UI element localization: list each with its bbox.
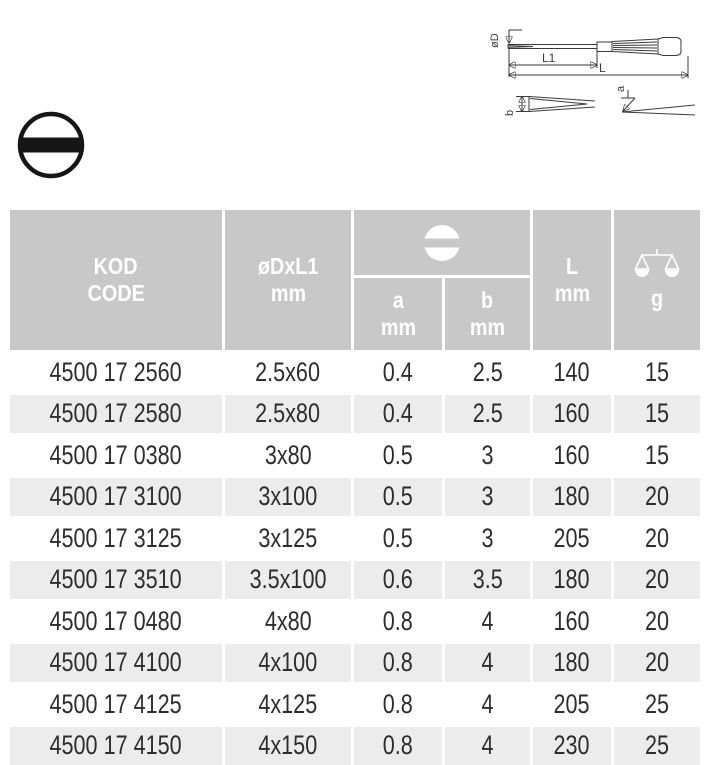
table-cell-a	[354, 395, 442, 434]
cell-text: 0.8	[382, 647, 414, 678]
header-a-line2: mm	[380, 314, 416, 340]
table-cell-dimensions	[225, 519, 351, 558]
cell-text: 4500 17 2560	[49, 356, 183, 387]
table-cell-length	[533, 561, 611, 600]
table-cell-code	[10, 561, 222, 600]
table-cell-dimensions	[225, 685, 351, 724]
cell-text: 20	[644, 647, 670, 678]
cell-text: 2.5	[472, 356, 503, 387]
table-cell-dimensions	[225, 436, 351, 475]
table-cell-dimensions	[225, 602, 351, 641]
table-cell-a	[354, 602, 442, 641]
table-cell-b	[445, 519, 530, 558]
slotted-screw-symbol-icon	[16, 110, 86, 180]
cell-text: 205	[553, 522, 591, 553]
cell-text: 0.8	[382, 605, 414, 636]
cell-text: 4	[481, 647, 494, 678]
table-cell-dimensions	[225, 644, 351, 683]
header-cell-code	[10, 210, 222, 350]
l-label: L	[599, 61, 606, 75]
cell-text: 25	[644, 730, 670, 761]
table-cell-length	[533, 353, 611, 392]
header-code-line2: CODE	[87, 280, 145, 306]
l-dimension	[509, 56, 688, 78]
cell-text: 4500 17 4125	[49, 688, 183, 719]
cell-text: 3x80	[264, 439, 312, 470]
table-cell-length	[533, 602, 611, 641]
cell-text: 3.5	[472, 564, 503, 595]
table-cell-code	[10, 478, 222, 517]
cell-text: 180	[553, 647, 591, 678]
table-cell-b	[445, 644, 530, 683]
table-cell-code	[10, 436, 222, 475]
table-cell-b	[445, 395, 530, 434]
cell-text: 3	[481, 481, 494, 512]
table-cell-b	[445, 478, 530, 517]
header-cell-b	[445, 278, 530, 350]
cell-text: 15	[644, 439, 670, 470]
cell-text: 4500 17 3100	[49, 481, 183, 512]
header-code-line1: KOD	[94, 253, 138, 279]
cell-text: 160	[553, 605, 591, 636]
table-cell-length	[533, 519, 611, 558]
cell-text: 20	[644, 481, 670, 512]
cell-text: 0.5	[382, 481, 414, 512]
cell-text: 20	[644, 605, 670, 636]
cell-text: 4x125	[258, 688, 318, 719]
table-cell-dimensions	[225, 395, 351, 434]
cell-text: 205	[553, 688, 591, 719]
cell-text: 25	[644, 688, 670, 719]
table-cell-length	[533, 478, 611, 517]
screwdriver-shaft	[508, 45, 597, 49]
screwdriver-technical-drawing	[485, 20, 709, 130]
table-cell-a	[354, 436, 442, 475]
table-cell-a	[354, 561, 442, 600]
table-cell-weight	[614, 561, 700, 600]
cell-text: 3x100	[258, 481, 318, 512]
cell-text: 0.5	[382, 522, 414, 553]
table-cell-weight	[614, 395, 700, 434]
cell-text: 15	[644, 398, 670, 429]
cell-text: 4500 17 3125	[49, 522, 183, 553]
table-cell-length	[533, 727, 611, 765]
table-cell-weight	[614, 602, 700, 641]
header-cell-length	[533, 210, 611, 350]
table-cell-code	[10, 353, 222, 392]
cell-text: 160	[553, 398, 591, 429]
scale-icon	[634, 248, 680, 282]
table-cell-a	[354, 519, 442, 558]
cell-text: 2.5x60	[255, 356, 321, 387]
cell-text: 0.6	[382, 564, 414, 595]
cell-text: 4500 17 0480	[49, 605, 183, 636]
table-cell-length	[533, 395, 611, 434]
cell-text: 2.5	[472, 398, 503, 429]
table-cell-weight	[614, 519, 700, 558]
table-cell-b	[445, 353, 530, 392]
l1-label: L1	[542, 51, 556, 65]
table-cell-dimensions	[225, 727, 351, 765]
cell-text: 180	[553, 481, 591, 512]
table-cell-weight	[614, 727, 700, 765]
header-cell-dimensions	[225, 210, 351, 350]
table-cell-a	[354, 685, 442, 724]
table-cell-weight	[614, 644, 700, 683]
table-cell-b	[445, 436, 530, 475]
table-cell-a	[354, 353, 442, 392]
table-cell-b	[445, 727, 530, 765]
table-cell-length	[533, 685, 611, 724]
cell-text: 4	[481, 688, 494, 719]
cell-text: 230	[553, 730, 591, 761]
b-label: b	[504, 109, 516, 116]
blade-width-detail	[504, 97, 595, 117]
table-cell-dimensions	[225, 353, 351, 392]
cell-text: 4	[481, 730, 494, 761]
cell-text: 4500 17 4150	[49, 730, 183, 761]
cell-text: 0.4	[382, 356, 414, 387]
table-cell-a	[354, 478, 442, 517]
l1-dimension	[509, 51, 597, 68]
slotted-screw-icon	[423, 224, 461, 262]
header-weight-label: g	[650, 285, 664, 311]
screwdriver-handle	[597, 38, 681, 56]
cell-text: 4	[481, 605, 494, 636]
table-cell-code	[10, 602, 222, 641]
table-cell-length	[533, 644, 611, 683]
table-cell-b	[445, 602, 530, 641]
table-cell-weight	[614, 436, 700, 475]
cell-text: 15	[644, 356, 670, 387]
cell-text: 3	[481, 522, 494, 553]
header-b-line1: b	[481, 287, 494, 313]
cell-text: 3.5x100	[249, 564, 327, 595]
table-cell-a	[354, 644, 442, 683]
header-dim-line1: øDxL1	[257, 253, 319, 279]
cell-text: 20	[644, 522, 670, 553]
table-cell-weight	[614, 685, 700, 724]
blade-thickness-detail	[615, 85, 695, 115]
cell-text: 0.8	[382, 730, 414, 761]
header-l-line2: mm	[554, 280, 590, 306]
table-cell-a	[354, 727, 442, 765]
cell-text: 160	[553, 439, 591, 470]
cell-text: 4500 17 0380	[49, 439, 183, 470]
header-cell-a	[354, 278, 442, 350]
cell-text: 4500 17 2580	[49, 398, 183, 429]
table-cell-dimensions	[225, 478, 351, 517]
diameter-label: øD	[489, 33, 501, 48]
spec-table	[10, 210, 700, 765]
a-label: a	[615, 85, 627, 92]
table-cell-weight	[614, 353, 700, 392]
cell-text: 4x150	[258, 730, 318, 761]
cell-text: 0.5	[382, 439, 414, 470]
cell-text: 140	[553, 356, 591, 387]
table-cell-b	[445, 561, 530, 600]
table-cell-code	[10, 395, 222, 434]
table-cell-code	[10, 685, 222, 724]
cell-text: 20	[644, 564, 670, 595]
table-cell-code	[10, 727, 222, 765]
table-cell-dimensions	[225, 561, 351, 600]
header-cell-weight	[614, 210, 700, 350]
header-a-line1: a	[392, 287, 404, 313]
header-cell-slot-icon	[354, 210, 530, 275]
header-b-line2: mm	[469, 314, 506, 340]
table-cell-b	[445, 685, 530, 724]
table-cell-code	[10, 519, 222, 558]
header-l-line1: L	[565, 253, 579, 279]
diameter-dimension	[489, 30, 522, 77]
cell-text: 2.5x80	[255, 398, 321, 429]
cell-text: 180	[553, 564, 591, 595]
cell-text: 3x125	[258, 522, 318, 553]
table-cell-code	[10, 644, 222, 683]
cell-text: 0.4	[382, 398, 414, 429]
table-cell-weight	[614, 478, 700, 517]
cell-text: 3	[481, 439, 494, 470]
cell-text: 4x100	[258, 647, 318, 678]
cell-text: 4500 17 3510	[49, 564, 183, 595]
header-dim-line2: mm	[270, 280, 306, 306]
cell-text: 4500 17 4100	[49, 647, 183, 678]
table-cell-length	[533, 436, 611, 475]
cell-text: 4x80	[264, 605, 312, 636]
cell-text: 0.8	[382, 688, 414, 719]
